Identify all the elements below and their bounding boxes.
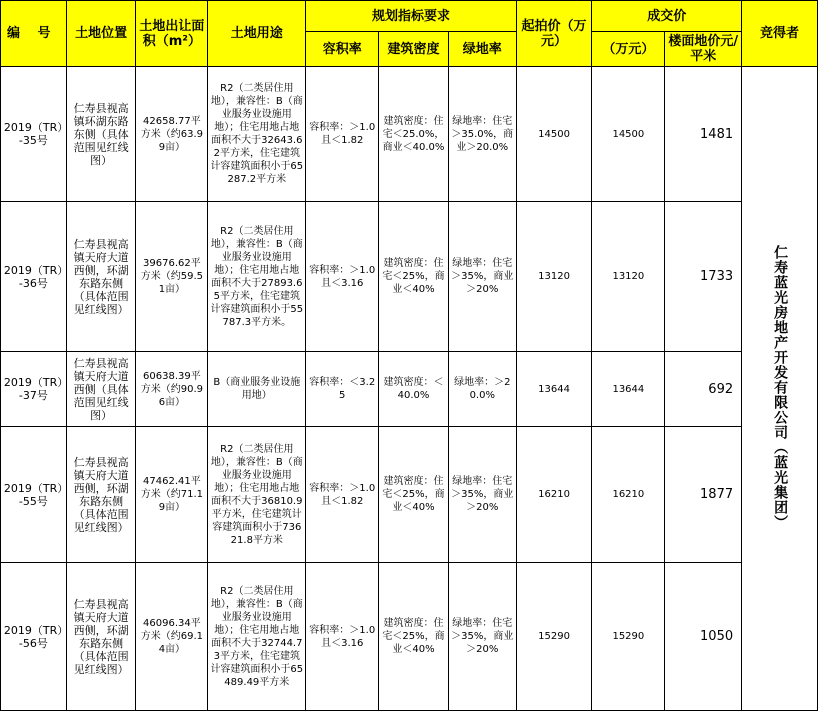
row-start-price: 14500 <box>516 67 592 202</box>
row-use: R2（二类居住用地），兼容性：B（商业服务业设施用地）；住宅用地占地面积不大于27893.65平方米，住宅建筑计容建筑面积小于55787.3平方米。 <box>208 202 306 352</box>
row-id: 2019（TR）-55号 <box>1 427 67 563</box>
header-row-1 <box>1 1 818 32</box>
row-density: 建筑密度：住宅＜25%，商业＜40% <box>379 563 449 711</box>
row-start-price: 13120 <box>516 202 592 352</box>
winner-cell <box>742 67 818 711</box>
header-green: 绿地率 <box>448 32 516 67</box>
row-start-price: 15290 <box>516 563 592 711</box>
table-row <box>1 202 818 352</box>
row-location: 仁寿县视高镇天府大道西侧，环湖东路东侧（具体范围见红线图） <box>66 563 136 711</box>
header-deal-price: 成交价 <box>592 1 742 32</box>
row-density: 建筑密度：住宅＜25.0%，商业＜40.0% <box>379 67 449 202</box>
row-density: 建筑密度：＜40.0% <box>379 352 449 427</box>
row-use: R2（二类居住用地），兼容性：B（商业服务业设施用地）；住宅用地占地面积不大于32643.62平方米，住宅建筑计容建筑面积小于65287.2平方米 <box>208 67 306 202</box>
header-winner: 竞得者 <box>742 1 818 67</box>
header-deal-total: （万元） <box>592 32 665 67</box>
row-density: 建筑密度：住宅＜25%，商业＜40% <box>379 202 449 352</box>
table-row <box>1 427 818 563</box>
row-location: 仁寿县视高镇环湖东路东侧（具体范围见红线图） <box>66 67 136 202</box>
row-start-price: 16210 <box>516 427 592 563</box>
row-deal-price: 13644 <box>592 352 665 427</box>
row-floor-price: 692 <box>665 352 742 427</box>
row-area: 39676.62平方米（约59.51亩） <box>136 202 208 352</box>
winner-name: 仁寿蓝光房地产开发有限公司（蓝光集团） <box>772 244 789 530</box>
row-green: 绿地率：住宅＞35%，商业＞20% <box>448 427 516 563</box>
row-deal-price: 13120 <box>592 202 665 352</box>
table-row <box>1 352 818 427</box>
header-planning: 规划指标要求 <box>306 1 516 32</box>
row-green: 绿地率：住宅＞35%，商业＞20% <box>448 563 516 711</box>
row-deal-price: 16210 <box>592 427 665 563</box>
header-id: 编 号 <box>1 1 67 67</box>
header-floor-price: 楼面地价元/平米 <box>665 32 742 67</box>
table-row <box>1 67 818 202</box>
row-density: 建筑密度：住宅＜25%，商业＜40% <box>379 427 449 563</box>
row-id: 2019（TR）-35号 <box>1 67 67 202</box>
row-start-price: 13644 <box>516 352 592 427</box>
table-row <box>1 563 818 711</box>
row-area: 60638.39平方米（约90.96亩） <box>136 352 208 427</box>
row-use: B（商业服务业设施用地） <box>208 352 306 427</box>
row-area: 42658.77平方米（约63.99亩） <box>136 67 208 202</box>
row-far: 容积率：＞1.0且＜1.82 <box>306 67 379 202</box>
row-far: 容积率：＞1.0且＜3.16 <box>306 202 379 352</box>
row-id: 2019（TR）-37号 <box>1 352 67 427</box>
row-green: 绿地率：住宅＞35%，商业＞20% <box>448 202 516 352</box>
row-green: 绿地率：＞20.0% <box>448 352 516 427</box>
header-start-price: 起拍价（万元） <box>516 1 592 67</box>
row-far: 容积率：＞1.0且＜3.16 <box>306 563 379 711</box>
row-far: 容积率：＜3.25 <box>306 352 379 427</box>
row-location: 仁寿县视高镇天府大道西侧，环湖东路东侧（具体范围见红线图） <box>66 427 136 563</box>
row-deal-price: 14500 <box>592 67 665 202</box>
header-far: 容积率 <box>306 32 379 67</box>
header-area: 土地出让面积（m²） <box>136 1 208 67</box>
row-floor-price: 1481 <box>665 67 742 202</box>
row-use: R2（二类居住用地），兼容性：B（商业服务业设施用地）；住宅用地占地面积不大于32744.73平方米，住宅建筑计容建筑面积小于65489.49平方米 <box>208 563 306 711</box>
row-use: R2（二类居住用地），兼容性：B（商业服务业设施用地）；住宅用地占地面积不大于36810.9平方米，住宅建筑计容建筑面积小于73621.8平方米 <box>208 427 306 563</box>
header-density: 建筑密度 <box>379 32 449 67</box>
row-floor-price: 1877 <box>665 427 742 563</box>
row-far: 容积率：＞1.0且＜1.82 <box>306 427 379 563</box>
row-location: 仁寿县视高镇天府大道西侧，环湖东路东侧（具体范围见红线图） <box>66 202 136 352</box>
header-use: 土地用途 <box>208 1 306 67</box>
row-area: 47462.41平方米（约71.19亩） <box>136 427 208 563</box>
row-id: 2019（TR）-56号 <box>1 563 67 711</box>
row-green: 绿地率：住宅＞35.0%，商业＞20.0% <box>448 67 516 202</box>
row-deal-price: 15290 <box>592 563 665 711</box>
header-location: 土地位置 <box>66 1 136 67</box>
row-floor-price: 1733 <box>665 202 742 352</box>
row-id: 2019（TR）-36号 <box>1 202 67 352</box>
row-area: 46096.34平方米（约69.14亩） <box>136 563 208 711</box>
row-floor-price: 1050 <box>665 563 742 711</box>
row-location: 仁寿县视高镇天府大道西侧（具体范围见红线图） <box>66 352 136 427</box>
